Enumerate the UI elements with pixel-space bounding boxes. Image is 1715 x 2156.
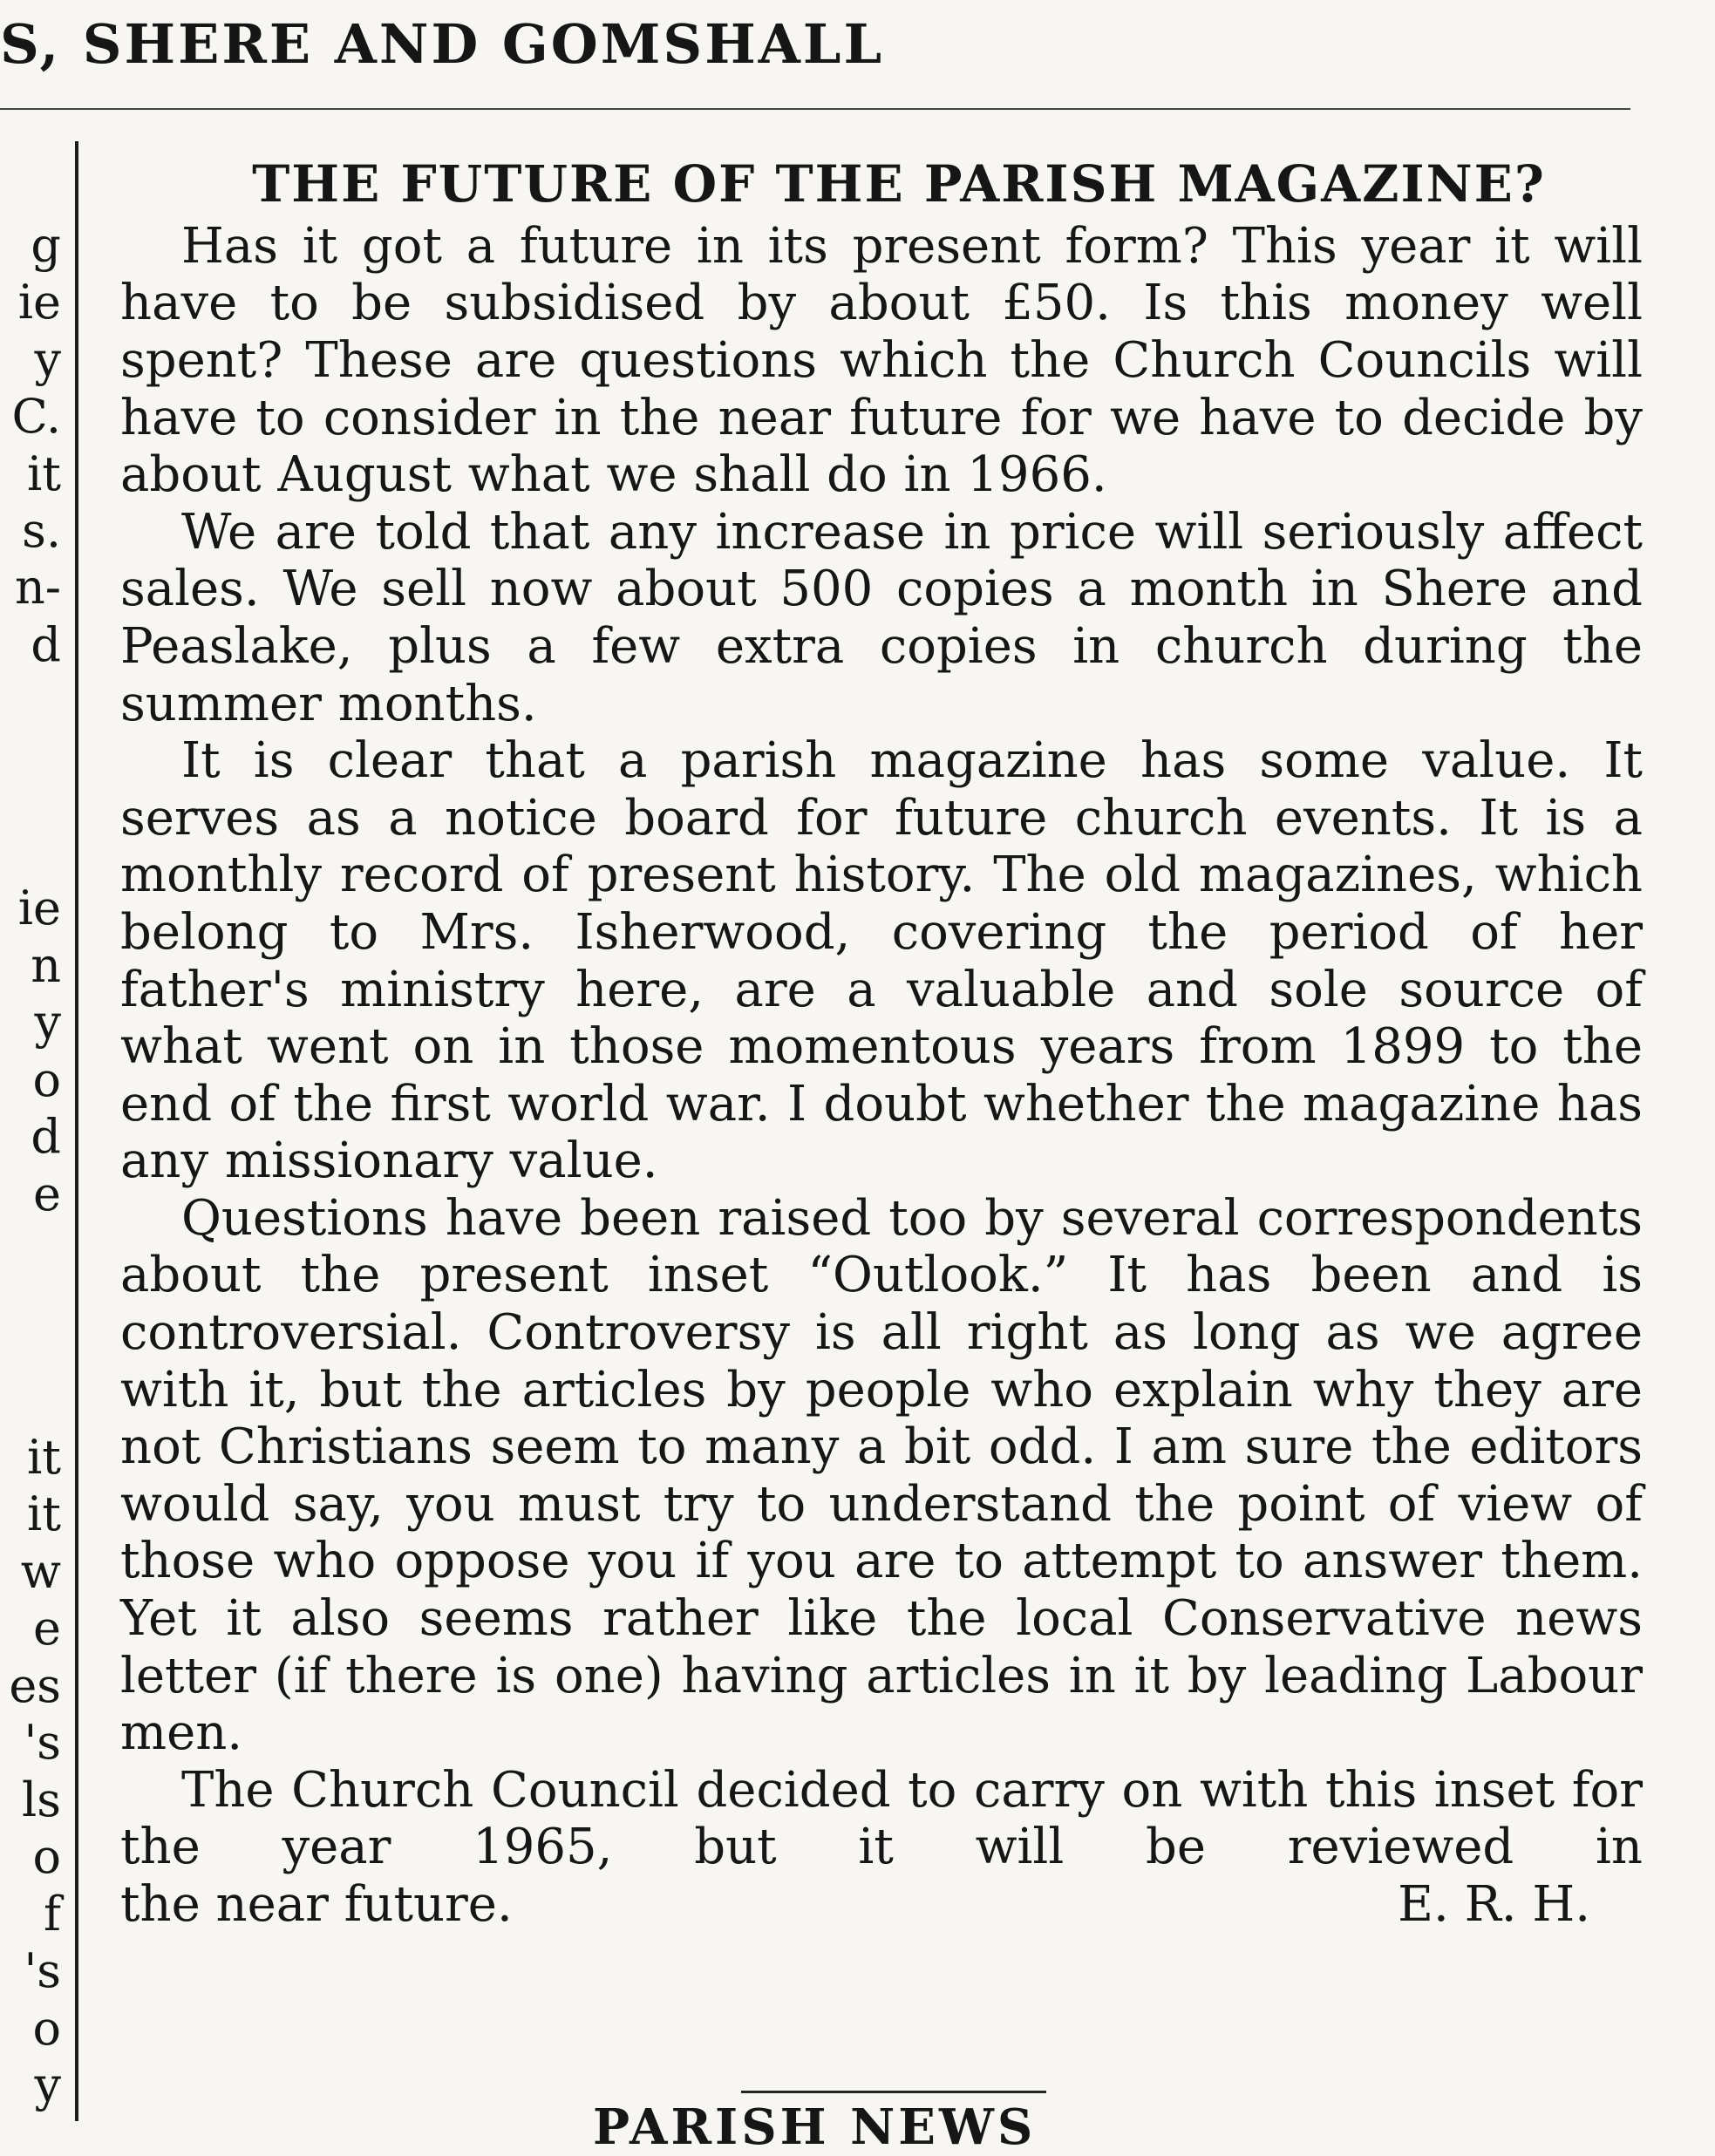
next-section-heading: PARISH NEWS — [593, 2098, 1037, 2156]
signature: E. R. H. — [1398, 1876, 1590, 1934]
fragment-text: y — [34, 995, 61, 1050]
paragraph: It is clear that a parish magazine has some value. It serves as a notice board for future church events. It is a monthly record of present history. The old magazines, which belong to Mrs. Isherwood, covering the period of her father's ministry here, are a valuable and sole source of what went on in those momentous years from 1899 to the end of the first world war. I doubt whether the magazine has any missionary value. — [120, 732, 1643, 1190]
fragment-text: n- — [14, 560, 61, 615]
fragment-text: 's — [24, 1943, 61, 1998]
paragraph: The Church Council decided to carry on with this inset for the year 1965, but it will be reviewed in — [120, 1761, 1643, 1876]
fragment-text: y — [34, 2057, 61, 2112]
fragment-text: e — [33, 1166, 61, 1221]
fragment-text: w — [20, 1544, 61, 1599]
fragment-text: d — [31, 1109, 61, 1164]
fragment-text: s. — [22, 503, 61, 558]
column-divider — [75, 141, 78, 2121]
article — [120, 154, 1643, 1934]
section-rule — [741, 2091, 1046, 2093]
closing-text: the near future. — [120, 1876, 513, 1934]
fragment-text: it — [27, 1486, 61, 1541]
fragment-text: o — [32, 2001, 61, 2056]
fragment-text: ie — [17, 881, 61, 935]
fragment-text: it — [27, 446, 61, 501]
fragment-text: e — [33, 1601, 61, 1656]
fragment-text: o — [32, 1829, 61, 1884]
fragment-text: 's — [24, 1715, 61, 1770]
fragment-text: it — [27, 1430, 61, 1485]
fragment-text: n — [31, 938, 61, 993]
fragment-text: d — [31, 617, 61, 672]
fragment-text: f — [44, 1887, 61, 1942]
closing-line — [120, 1876, 1643, 1934]
fragment-text: y — [34, 332, 61, 387]
paragraph: Questions have been raised too by several correspondents about the present inset “Outlook.” It has been and is controversial. Controversy is all right as long as we agree with it, but the articles by people who explain why they are not Christians seem to many a bit odd. I am sure the editors would say, you must try to understand the point of view of those who oppose you if you are to attempt to answer them. Yet it also seems rather like the local Conservative news letter (if there is one) having articles in it by leading Labour men. — [120, 1189, 1643, 1762]
fragment-text: es — [9, 1658, 61, 1713]
fragment-text: o — [32, 1052, 61, 1107]
paragraph: Has it got a future in its present form? This year it will have to be subsidised by about £50. Is this money well spent? These are questions which the Church Councils will have to consider in the near future for we have to decide by about August what we shall do in 1966. — [120, 217, 1643, 504]
article-title: THE FUTURE OF THE PARISH MAGAZINE? — [252, 154, 1546, 214]
left-column-fragments — [0, 218, 61, 2121]
header-rule — [0, 108, 1630, 110]
fragment-text: g — [31, 218, 61, 273]
fragment-text: C. — [11, 389, 61, 444]
paragraph: We are told that any increase in price will seriously affect sales. We sell now about 500 copies a month in Shere and Peaslake, plus a few extra copies in church during the summer months. — [120, 503, 1643, 732]
fragment-text: ie — [17, 275, 61, 330]
running-head: S, SHERE AND GOMSHALL — [0, 12, 885, 76]
fragment-text: ls — [22, 1772, 61, 1827]
